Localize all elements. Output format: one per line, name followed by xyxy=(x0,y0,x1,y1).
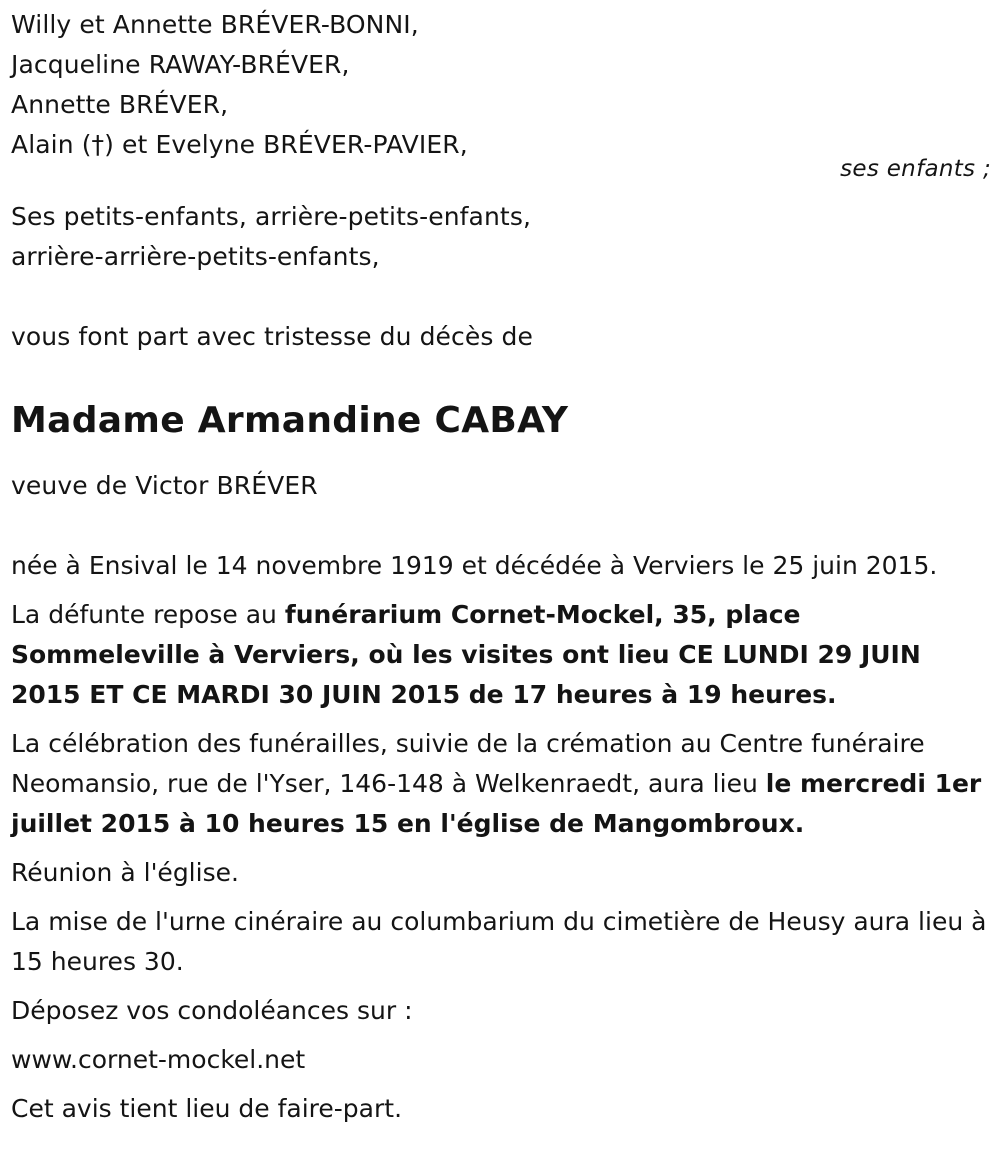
grandchildren-list xyxy=(11,197,991,277)
celebration-paragraph xyxy=(11,724,991,844)
reunion-text: Réunion à l'église. xyxy=(11,858,239,887)
ses-enfants-label: ses enfants ; xyxy=(840,156,991,182)
celebration-prefix: La célébration des funérailles, suivie de la crémation au Centre funéraire Neomansio, rue de l'Yser, 146-148 à Welkenraedt, aura lieu xyxy=(11,729,925,798)
widow-of-text: veuve de Victor BRÉVER xyxy=(11,471,318,500)
repose-paragraph xyxy=(11,595,991,715)
faire-part-text: Cet avis tient lieu de faire-part. xyxy=(11,1094,403,1123)
family-line: Annette BRÉVER, xyxy=(11,90,229,119)
family-line: Willy et Annette BRÉVER-BONNI, xyxy=(11,10,419,39)
announcement-intro xyxy=(11,317,991,357)
birth-death-text: née à Ensival le 14 novembre 1919 et décédée à Verviers le 25 juin 2015. xyxy=(11,551,938,580)
grandchildren-line: arrière-arrière-petits-enfants, xyxy=(11,242,380,271)
website-link[interactable]: www.cornet-mockel.net xyxy=(11,1045,306,1074)
condoleances-text: Déposez vos condoléances sur : xyxy=(11,996,413,1025)
family-line: Jacqueline RAWAY-BRÉVER, xyxy=(11,50,350,79)
details-section xyxy=(11,546,991,1129)
repose-prefix: La défunte repose au xyxy=(11,600,285,629)
urne-paragraph: La mise de l'urne cinéraire au columbarium du cimetière de Heusy aura lieu à 15 heures 30. xyxy=(11,907,987,976)
celebration-date: le mercredi 1er juillet 2015 à 10 heures 15 en l'église de Mangombroux. xyxy=(11,769,982,838)
widow-of xyxy=(11,466,991,506)
family-list xyxy=(11,5,991,165)
grandchildren-line: Ses petits-enfants, arrière-petits-enfants, xyxy=(11,202,531,231)
family-line: Alain (†) et Evelyne BRÉVER-PAVIER, xyxy=(11,130,468,159)
intro-text: vous font part avec tristesse du décès de xyxy=(11,322,533,351)
repose-location: funérarium Cornet-Mockel, 35, place Sommeleville à Verviers, où les visites ont lieu CE LUNDI 29 JUIN 2015 ET CE MARDI 30 JUIN 2015 de 17 heures à 19 heures. xyxy=(11,600,921,709)
deceased-name: Madame Armandine CABAY xyxy=(11,400,569,441)
